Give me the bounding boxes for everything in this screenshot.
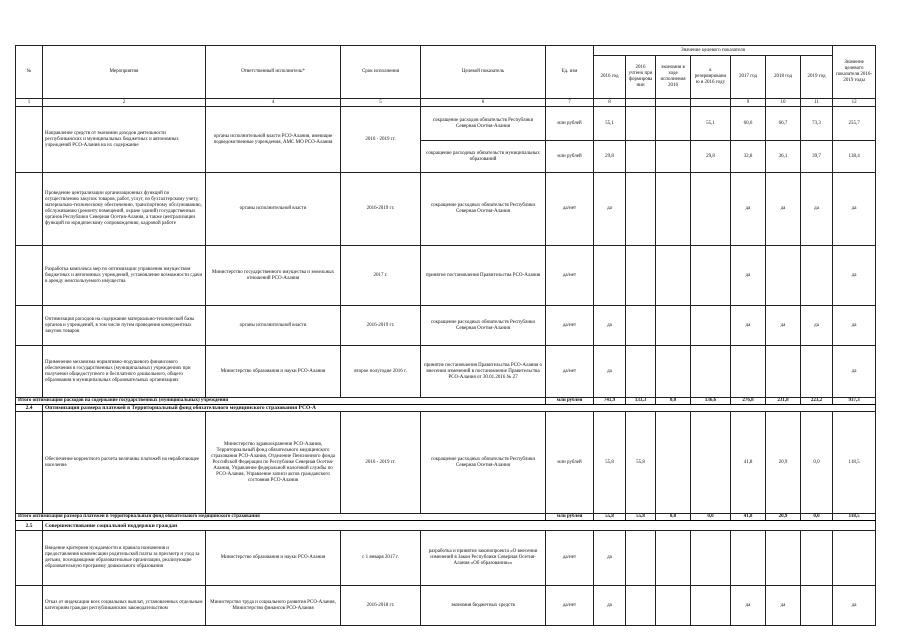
section-num: 2.5	[16, 521, 43, 531]
row-measure: Направление средств от экономии доходов деятельности республиканских и муниципальных бюджетных и автономных учреждений РСО-Алания на их содержание	[43, 107, 206, 173]
value-total: да	[833, 246, 876, 306]
value-2019	[801, 246, 833, 306]
header-sub3: к резервированию в 2016 году	[691, 56, 731, 99]
value-sub2	[656, 586, 691, 626]
row-unit: млн рублей	[546, 107, 594, 141]
value-sub2	[656, 173, 691, 246]
header-2016: 2016 год	[594, 56, 626, 99]
col-number: 11	[801, 99, 833, 107]
value-2016: да	[594, 346, 626, 398]
value-sub1	[626, 141, 656, 173]
table-row	[16, 346, 876, 398]
row-executor: Министерство здравоохранения РСО-Алания, Территориальный фонд обязательного медицинского страхования РСО-Алания, Отделение Пенсионного фонда Российской Федерации по Республике Северная Осетия-Алания, Управление федеральной налоговой службы по РСО-Алания, Управление записи актов гражданского состояния РСО-Алания	[206, 412, 341, 514]
row-measure: Проведение централизации организационных функций по осуществлению закупок товаров, работ, услуг, по бухгалтерскому учету, материально-техническому обеспечению, транспортному обслуживанию, обслуживанию (ремонту помещений, охране зданий) государственных органов Республики Северная Осетия-Алания, а также централизации функций по юридическому сопровождению, кадровой работе	[43, 173, 206, 246]
value-sub2: 0,0	[656, 514, 691, 521]
value-total: 255,7	[833, 107, 876, 141]
value-total: 138,4	[833, 141, 876, 173]
table-row	[16, 306, 876, 346]
row-term: 2016-2019 гг.	[341, 173, 421, 246]
value-sub1: 55,8	[626, 514, 656, 521]
header-2018: 2018 год	[766, 56, 801, 99]
value-sub2	[656, 141, 691, 173]
value-total	[833, 531, 876, 586]
value-2016: 55,8	[594, 514, 626, 521]
value-total: 118,5	[833, 514, 876, 521]
row-target: сокращение расходов обязательств Республики Северная Осетия-Алания	[421, 107, 546, 141]
row-executor: органы исполнительной власти	[206, 306, 341, 346]
value-total: да	[833, 586, 876, 626]
row-unit: млн рублей	[546, 412, 594, 514]
row-executor: Министерство образования и науки РСО-Алания	[206, 531, 341, 586]
row-term: 2016 - 2019 гг.	[341, 412, 421, 514]
value-sub2	[656, 246, 691, 306]
value-2016: 741,9	[594, 398, 626, 405]
value-sub3: 55,1	[691, 107, 731, 141]
row-unit: млн рублей	[546, 141, 594, 173]
value-2019: 0,0	[801, 514, 833, 521]
row-target: принятие постановления Правительства РСО-Алания о внесении изменений в постановление Правительства РСО-Алания от 30.01.2016 № 27	[421, 346, 546, 398]
row-measure: Отказ от индексации всех социальных выплат, установленных отдельным категориям граждан республиканским законодательством	[43, 586, 206, 626]
header-sub1: 2016 учтено при формировании	[626, 56, 656, 99]
value-2018: да	[766, 306, 801, 346]
header-target: Целевой показатель	[421, 46, 546, 99]
row-measure: Оптимизация расходов на содержание материально-технической базы органов и учреждений, в том числе путем проведения конкурентных закупок товаров	[43, 306, 206, 346]
row-term: 2017 г.	[341, 246, 421, 306]
value-2018: да	[766, 586, 801, 626]
total-row	[16, 514, 876, 521]
row-num	[16, 173, 43, 246]
value-2016	[594, 246, 626, 306]
value-sub3: 29,8	[691, 141, 731, 173]
header-2017: 2017 год	[731, 56, 766, 99]
row-measure: Применение механизма нормативно-подушевого финансового обеспечения в государственных (муниципальных) учреждениях при получении общедоступного и бесплатного дошкольного, общего образования в муниципальных образовательных организациях	[43, 346, 206, 398]
section-num: 2.4	[16, 405, 43, 412]
value-2016: да	[594, 586, 626, 626]
value-total: да	[833, 306, 876, 346]
table-row	[16, 586, 876, 626]
row-target: сокращение расходных обязательств Республики Северная Осетия-Алания	[421, 412, 546, 514]
value-sub1	[626, 306, 656, 346]
row-num	[16, 246, 43, 306]
value-total: 937,3	[833, 398, 876, 405]
value-sub1	[626, 346, 656, 398]
value-sub2	[656, 412, 691, 514]
value-2016: 29,8	[594, 141, 626, 173]
row-unit: да/нет	[546, 531, 594, 586]
value-2018	[766, 531, 801, 586]
value-2019: 223,2	[801, 398, 833, 405]
header-sub2: экономия в ходе исполнения 2016	[656, 56, 691, 99]
col-number: 8	[594, 99, 626, 107]
value-sub1	[626, 173, 656, 246]
value-2016: 55,1	[594, 107, 626, 141]
row-term: с 1 января 2017 г.	[341, 531, 421, 586]
row-target: сокращение расходных обязательств Республики Северная Осетия-Алания	[421, 306, 546, 346]
value-sub2	[656, 346, 691, 398]
col-number: 6	[421, 99, 546, 107]
value-2018: 20,9	[766, 412, 801, 514]
row-num	[16, 346, 43, 398]
row-executor: органы исполнительной власти РСО-Алания, имеющие подведомственные учреждения, АМС МО РСО-Алания	[206, 107, 341, 173]
value-sub2	[656, 107, 691, 141]
table-row	[16, 412, 876, 514]
value-sub2	[656, 531, 691, 586]
value-2018: 36,1	[766, 141, 801, 173]
header-measure: Мероприятия	[43, 46, 206, 99]
value-sub3	[691, 173, 731, 246]
value-2019: да	[801, 173, 833, 246]
value-2019	[801, 346, 833, 398]
col-number: 2	[43, 99, 206, 107]
row-target: разработка и принятие законопроекта «О внесении изменений в Закон Республики Северная Осетия-Алания «Об образовании»»	[421, 531, 546, 586]
value-sub1	[626, 531, 656, 586]
col-number: 4	[206, 99, 341, 107]
total-row	[16, 398, 876, 405]
row-num	[16, 306, 43, 346]
table-row	[16, 107, 876, 141]
row-measure: Разработка комплекса мер по оптимизации управления имуществом бюджетных и автономных учреждений, установление возможности сдачи в аренду неиспользуемого имущества	[43, 246, 206, 306]
row-num	[16, 107, 43, 173]
value-2018: 66,7	[766, 107, 801, 141]
value-sub3	[691, 586, 731, 626]
total-unit: млн рублей	[546, 398, 594, 405]
total-label: Итого оптимизация размера платежей в территориальный фонд обязательного медицинского страхования	[16, 514, 546, 521]
row-executor: Министерство государственного имущества и земельных отношений РСО-Алания	[206, 246, 341, 306]
value-2019: 39,7	[801, 141, 833, 173]
value-2017: 32,8	[731, 141, 766, 173]
row-target: сокращение расходных обязательств муниципальных образований	[421, 141, 546, 173]
value-2017: да	[731, 586, 766, 626]
value-sub3	[691, 246, 731, 306]
value-2017: 276,8	[731, 398, 766, 405]
value-sub2: 0,0	[656, 398, 691, 405]
row-num	[16, 586, 43, 626]
row-target: принятие постановления Правительства РСО-Алания	[421, 246, 546, 306]
total-unit: млн рублей	[546, 514, 594, 521]
value-sub3	[691, 412, 731, 514]
value-total: да	[833, 173, 876, 246]
value-sub3	[691, 346, 731, 398]
row-unit: да/нет	[546, 246, 594, 306]
section-title: Совершенствование социальной поддержки граждан	[43, 521, 876, 531]
col-number: 7	[546, 99, 594, 107]
value-sub3: 0,0	[691, 514, 731, 521]
row-executor: Министерство труда и социального развития РСО-Алания, Министерство финансов РСО-Алания	[206, 586, 341, 626]
col-number	[691, 99, 731, 107]
row-num	[16, 531, 43, 586]
row-term: 2016-2019 гг.	[341, 306, 421, 346]
value-2018: 20,9	[766, 514, 801, 521]
total-label: Итого оптимизация расходов на содержание государственных (муниципальных) учреждений	[16, 398, 546, 405]
row-executor: Министерство образования и науки РСО-Алания	[206, 346, 341, 398]
value-2019: 73,3	[801, 107, 833, 141]
col-number: 10	[766, 99, 801, 107]
value-2017: да	[731, 306, 766, 346]
header-row	[16, 46, 876, 56]
value-2018: да	[766, 173, 801, 246]
table-row	[16, 246, 876, 306]
value-sub1: 133,3	[626, 398, 656, 405]
row-measure: Введение критериев нуждаемости в правила назначения и предоставления компенсации родительской платы за присмотр и уход за детьми, посещающими образовательные организации, реализующие образовательную программу дошкольного образования	[43, 531, 206, 586]
value-sub1	[626, 586, 656, 626]
value-2017: 41,8	[731, 412, 766, 514]
row-executor: органы исполнительной власти	[206, 173, 341, 246]
section-row	[16, 405, 876, 412]
section-title: Оптимизация размера платежей в Территориальный фонд обязательного медицинского страхования РСО-А	[43, 405, 876, 412]
value-total: 118,5	[833, 412, 876, 514]
row-term: 2016 - 2019 гг.	[341, 107, 421, 173]
value-2017: 41,8	[731, 514, 766, 521]
value-2019	[801, 531, 833, 586]
row-unit: да/нет	[546, 586, 594, 626]
row-measure: Обеспечение корректного расчета величины платежей на неработающее население	[43, 412, 206, 514]
col-number	[626, 99, 656, 107]
value-2018: 231,8	[766, 398, 801, 405]
value-sub1: 55,8	[626, 412, 656, 514]
row-target: экономия бюджетных средств	[421, 586, 546, 626]
col-number: 1	[16, 99, 43, 107]
value-2016: да	[594, 306, 626, 346]
row-target: сокращение расходных обязательств Республики Северная Осетия-Алания	[421, 173, 546, 246]
table-row	[16, 531, 876, 586]
header-num: №	[16, 46, 43, 99]
value-2018	[766, 246, 801, 306]
row-term: второе полугодие 2016 г.	[341, 346, 421, 398]
value-sub2	[656, 306, 691, 346]
header-executor: Ответственный исполнитель*	[206, 46, 341, 99]
value-2016: да	[594, 173, 626, 246]
row-unit: да/нет	[546, 346, 594, 398]
value-2019: 0,0	[801, 412, 833, 514]
value-2018	[766, 346, 801, 398]
value-total: да	[833, 346, 876, 398]
header-total: Значение целевого показателя 2016-2019 годы	[833, 46, 876, 99]
row-term: 2016-2018 гг.	[341, 586, 421, 626]
value-2016: 55,8	[594, 412, 626, 514]
value-2019	[801, 586, 833, 626]
header-unit: Ед. изм	[546, 46, 594, 99]
col-number	[656, 99, 691, 107]
table-row	[16, 173, 876, 246]
header-term: Срок исполнения	[341, 46, 421, 99]
col-number: 12	[833, 99, 876, 107]
col-number: 5	[341, 99, 421, 107]
col-number: 9	[731, 99, 766, 107]
section-row	[16, 521, 876, 531]
value-sub1	[626, 107, 656, 141]
measures-table	[15, 45, 876, 626]
value-2017	[731, 346, 766, 398]
row-unit: да/нет	[546, 306, 594, 346]
value-2016: да	[594, 531, 626, 586]
value-sub3	[691, 306, 731, 346]
header-2019: 2019 год	[801, 56, 833, 99]
column-numbers-row	[16, 99, 876, 107]
value-2017	[731, 531, 766, 586]
row-num	[16, 412, 43, 514]
value-sub3: 136,6	[691, 398, 731, 405]
value-2017: да	[731, 173, 766, 246]
row-unit: да/нет	[546, 173, 594, 246]
header-group: Значение целевого показателя	[594, 46, 833, 56]
value-2017: 60,6	[731, 107, 766, 141]
value-sub1	[626, 246, 656, 306]
value-2019: да	[801, 306, 833, 346]
value-2017: да	[731, 246, 766, 306]
value-sub3	[691, 531, 731, 586]
